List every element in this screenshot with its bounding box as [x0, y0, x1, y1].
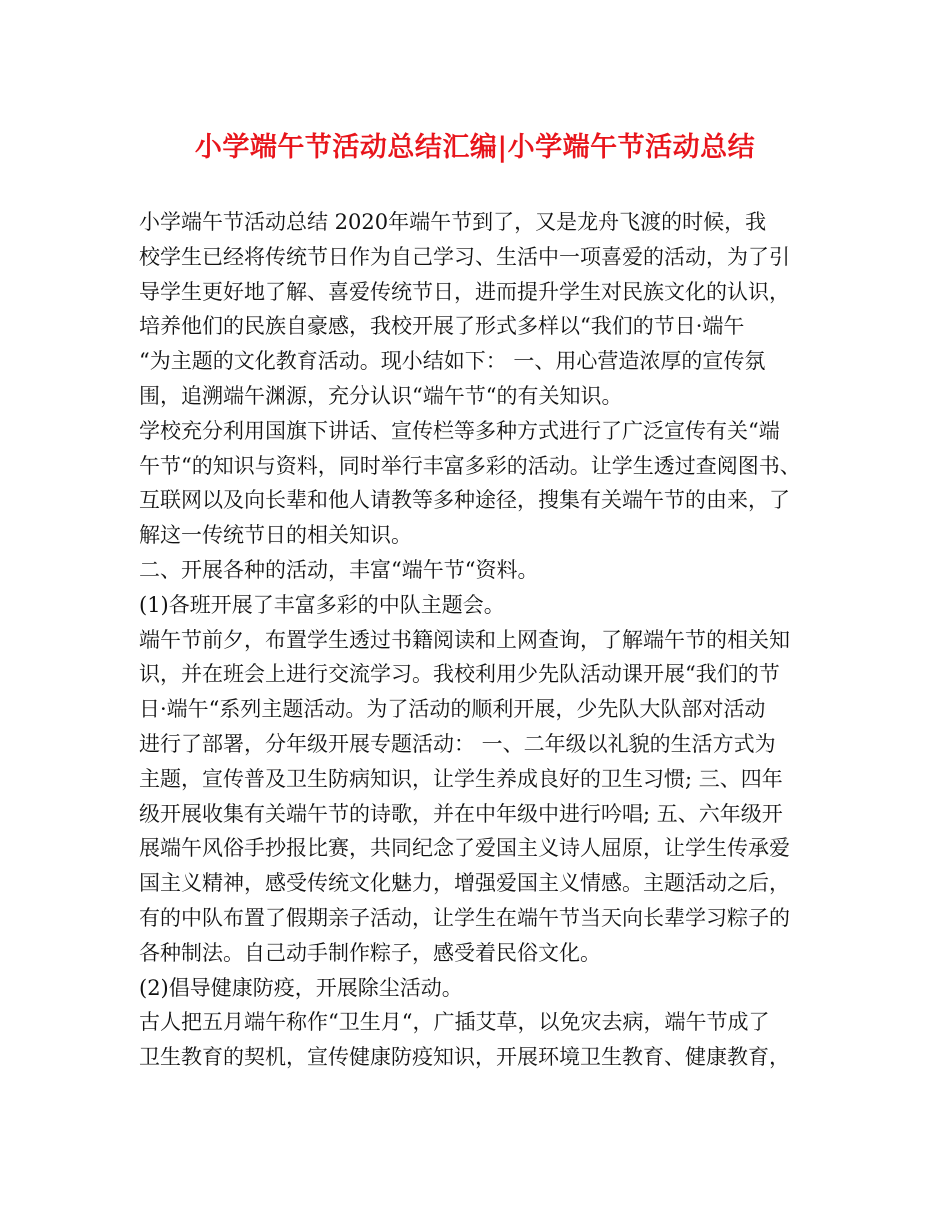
- document-title: 小学端午节活动总结汇编|小学端午节活动总结: [194, 132, 756, 163]
- body-line: 古人把五月端午称作“卫生月“，广插艾草，以免灾去病，端午节成了: [139, 1010, 770, 1035]
- body-line: 端午节前夕，布置学生透过书籍阅读和上网查询，了解端午节的相关知: [139, 627, 790, 652]
- body-line: 互联网以及向长辈和他人请教等多种途径，搜集有关端午节的由来，了: [139, 488, 790, 513]
- body-line: 培养他们的民族自豪感，我校开展了形式多样以“我们的节日·端午: [139, 314, 745, 339]
- body-line: (2)倡导健康防疫，开展除尘活动。: [139, 975, 463, 1000]
- body-line: 国主义精神，感受传统文化魅力，增强爱国主义情感。主题活动之后，: [139, 871, 790, 896]
- body-line: 识，并在班会上进行交流学习。我校利用少先队活动课开展“我们的节: [139, 662, 780, 687]
- body-line: 主题，宣传普及卫生防病知识，让学生养成良好的卫生习惯; 三、四年: [139, 766, 783, 791]
- body-line: 各种制法。自己动手制作粽子，感受着民俗文化。: [139, 940, 601, 965]
- body-line: 级开展收集有关端午节的诗歌，并在中年级中进行吟唱; 五、六年级开: [139, 801, 783, 826]
- body-line: 进行了部署，分年级开展专题活动： 一、二年级以礼貌的生活方式为: [139, 731, 776, 756]
- body-line: 展端午风俗手抄报比赛，共同纪念了爱国主义诗人屈原，让学生传承爱: [139, 836, 790, 861]
- body-line: 学校充分利用国旗下讲话、宣传栏等多种方式进行了广泛宣传有关“端: [139, 418, 780, 443]
- body-line: 导学生更好地了解、喜爱传统节日，进而提升学生对民族文化的认识，: [139, 279, 790, 304]
- body-line: 有的中队布置了假期亲子活动，让学生在端午节当天向长辈学习粽子的: [139, 905, 790, 930]
- document-body: [139, 205, 815, 1075]
- body-line: 午节“的知识与资料，同时举行丰富多彩的活动。让学生透过查阅图书、: [139, 453, 801, 478]
- body-line: (1)各班开展了丰富多彩的中队主题会。: [139, 592, 505, 617]
- body-line: 小学端午节活动总结 2020年端午节到了，又是龙舟飞渡的时候，我: [139, 210, 767, 234]
- body-line: 校学生已经将传统节日作为自己学习、生活中一项喜爱的活动，为了引: [139, 244, 790, 269]
- body-line: 二、开展各种的活动，丰富“端午节“资料。: [139, 557, 539, 582]
- body-line: 卫生教育的契机，宣传健康防疫知识，开展环境卫生教育、健康教育，: [139, 1045, 790, 1070]
- body-line: 围，追溯端午渊源，充分认识“端午节“的有关知识。: [139, 383, 623, 408]
- body-line: 日·端午“系列主题活动。为了活动的顺利开展，少先队大队部对活动: [139, 697, 766, 722]
- body-line: “为主题的文化教育活动。现小结如下： 一、用心营造浓厚的宣传氛: [139, 349, 766, 374]
- body-line: 解这一传统节日的相关知识。: [139, 523, 412, 548]
